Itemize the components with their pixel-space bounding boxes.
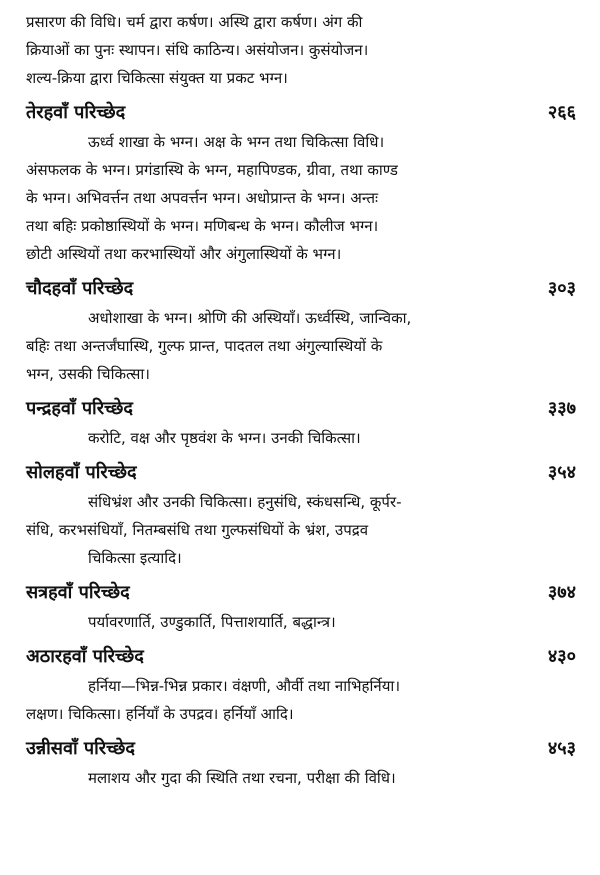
chapter-heading: [26, 394, 578, 424]
chapter-page-number: ३३७: [547, 398, 576, 419]
chapter-heading: [26, 458, 578, 488]
chapter-title: चौदहवाँ परिच्छेद: [26, 278, 134, 299]
chapter-19: [26, 734, 578, 792]
chapter-page-number: ३०३: [547, 278, 576, 299]
chapter-17: [26, 578, 578, 636]
chapter-heading: [26, 98, 578, 128]
contents-line: पर्यावरणार्ति, उण्डुकार्ति, पित्ताशयार्ति, बद्धान्त्र।: [88, 613, 336, 631]
contents-line: बहिः तथा अन्तर्जंघास्थि, गुल्फ प्रान्त, पादतल तथा अंगुल्यास्थियों के: [26, 337, 383, 355]
contents-line: के भग्न। अभिवर्त्तन तथा अपवर्त्तन भग्न। अधोप्रान्त के भग्न। अन्तः: [26, 189, 379, 207]
chapter-page-number: ३५४: [547, 462, 576, 483]
chapter-title: अठारहवाँ परिच्छेद: [26, 646, 144, 667]
contents-line: भग्न, उसकी चिकित्सा।: [26, 365, 150, 383]
contents-line: तथा बहिः प्रकोष्ठास्थियों के भग्न। मणिबन्ध के भग्न। कौलीज भग्न।: [26, 217, 379, 235]
chapter-heading: [26, 578, 578, 608]
chapter-contents: [26, 304, 578, 388]
chapter-18: [26, 642, 578, 728]
chapter-contents: [26, 424, 578, 452]
chapter-title: पन्द्रहवाँ परिच्छेद: [26, 398, 133, 419]
chapter-contents: [26, 608, 578, 636]
chapter-title: सत्रहवाँ परिच्छेद: [26, 582, 130, 603]
intro-continuation: [26, 8, 578, 92]
chapter-contents: [26, 764, 578, 792]
chapter-page-number: ४३०: [547, 646, 576, 667]
intro-line: शल्य-क्रिया द्वारा चिकित्सा संयुक्त या प्रकट भग्न।: [26, 69, 288, 87]
chapter-title: उन्नीसवाँ परिच्छेद: [26, 738, 135, 759]
chapter-15: [26, 394, 578, 452]
contents-line: संधिभ्रंश और उनकी चिकित्सा। हनुसंधि, स्कंधसन्धि, कूर्पर-: [88, 493, 402, 511]
contents-line: अंसफलक के भग्न। प्रगंडास्थि के भग्न, महापिण्डक, ग्रीवा, तथा काण्ड: [26, 161, 398, 179]
contents-line: लक्षण। चिकित्सा। हर्नियाँ के उपद्रव। हर्नियाँ आदि।: [26, 705, 294, 723]
contents-line: मलाशय और गुदा की स्थिति तथा रचना, परीक्षा की विधि।: [88, 769, 396, 787]
chapter-title: सोलहवाँ परिच्छेद: [26, 462, 137, 483]
chapter-page-number: ३७४: [547, 582, 576, 603]
contents-line: छोटी अस्थियों तथा करभास्थियों और अंगुलास्थियों के भग्न।: [26, 245, 342, 263]
chapter-page-number: २६६: [547, 102, 576, 123]
chapter-heading: [26, 274, 578, 304]
chapter-13: [26, 98, 578, 268]
chapter-contents: [26, 128, 578, 268]
intro-line: प्रसारण की विधि। चर्म द्वारा कर्षण। अस्थि द्वारा कर्षण। अंग की: [26, 13, 363, 31]
chapter-heading: [26, 642, 578, 672]
chapter-14: [26, 274, 578, 388]
contents-line: अधोशाखा के भग्न। श्रोणि की अस्थियाँ। ऊर्ध्वस्थि, जान्विका,: [88, 309, 412, 327]
chapter-16: [26, 458, 578, 572]
chapter-heading: [26, 734, 578, 764]
chapter-page-number: ४५३: [547, 738, 576, 759]
contents-line: चिकित्सा इत्यादि।: [88, 549, 182, 567]
contents-line: संधि, करभसंधियाँ, नितम्बसंधि तथा गुल्फसंधियों के भ्रंश, उपद्रव: [26, 521, 369, 539]
contents-line: हर्निया—भिन्न-भिन्न प्रकार। वंक्षणी, और्वी तथा नाभिहर्निया।: [88, 677, 401, 695]
chapter-contents: [26, 672, 578, 728]
contents-line: ऊर्ध्व शाखा के भग्न। अक्ष के भग्न तथा चिकित्सा विधि।: [88, 133, 385, 151]
contents-line: करोटि, वक्ष और पृष्ठवंश के भग्न। उनकी चिकित्सा।: [88, 429, 361, 447]
chapter-title: तेरहवाँ परिच्छेद: [26, 102, 126, 123]
chapter-contents: [26, 488, 578, 572]
intro-line: क्रियाओं का पुनः स्थापन। संधि काठिन्य। असंयोजन। कुसंयोजन।: [26, 41, 369, 59]
